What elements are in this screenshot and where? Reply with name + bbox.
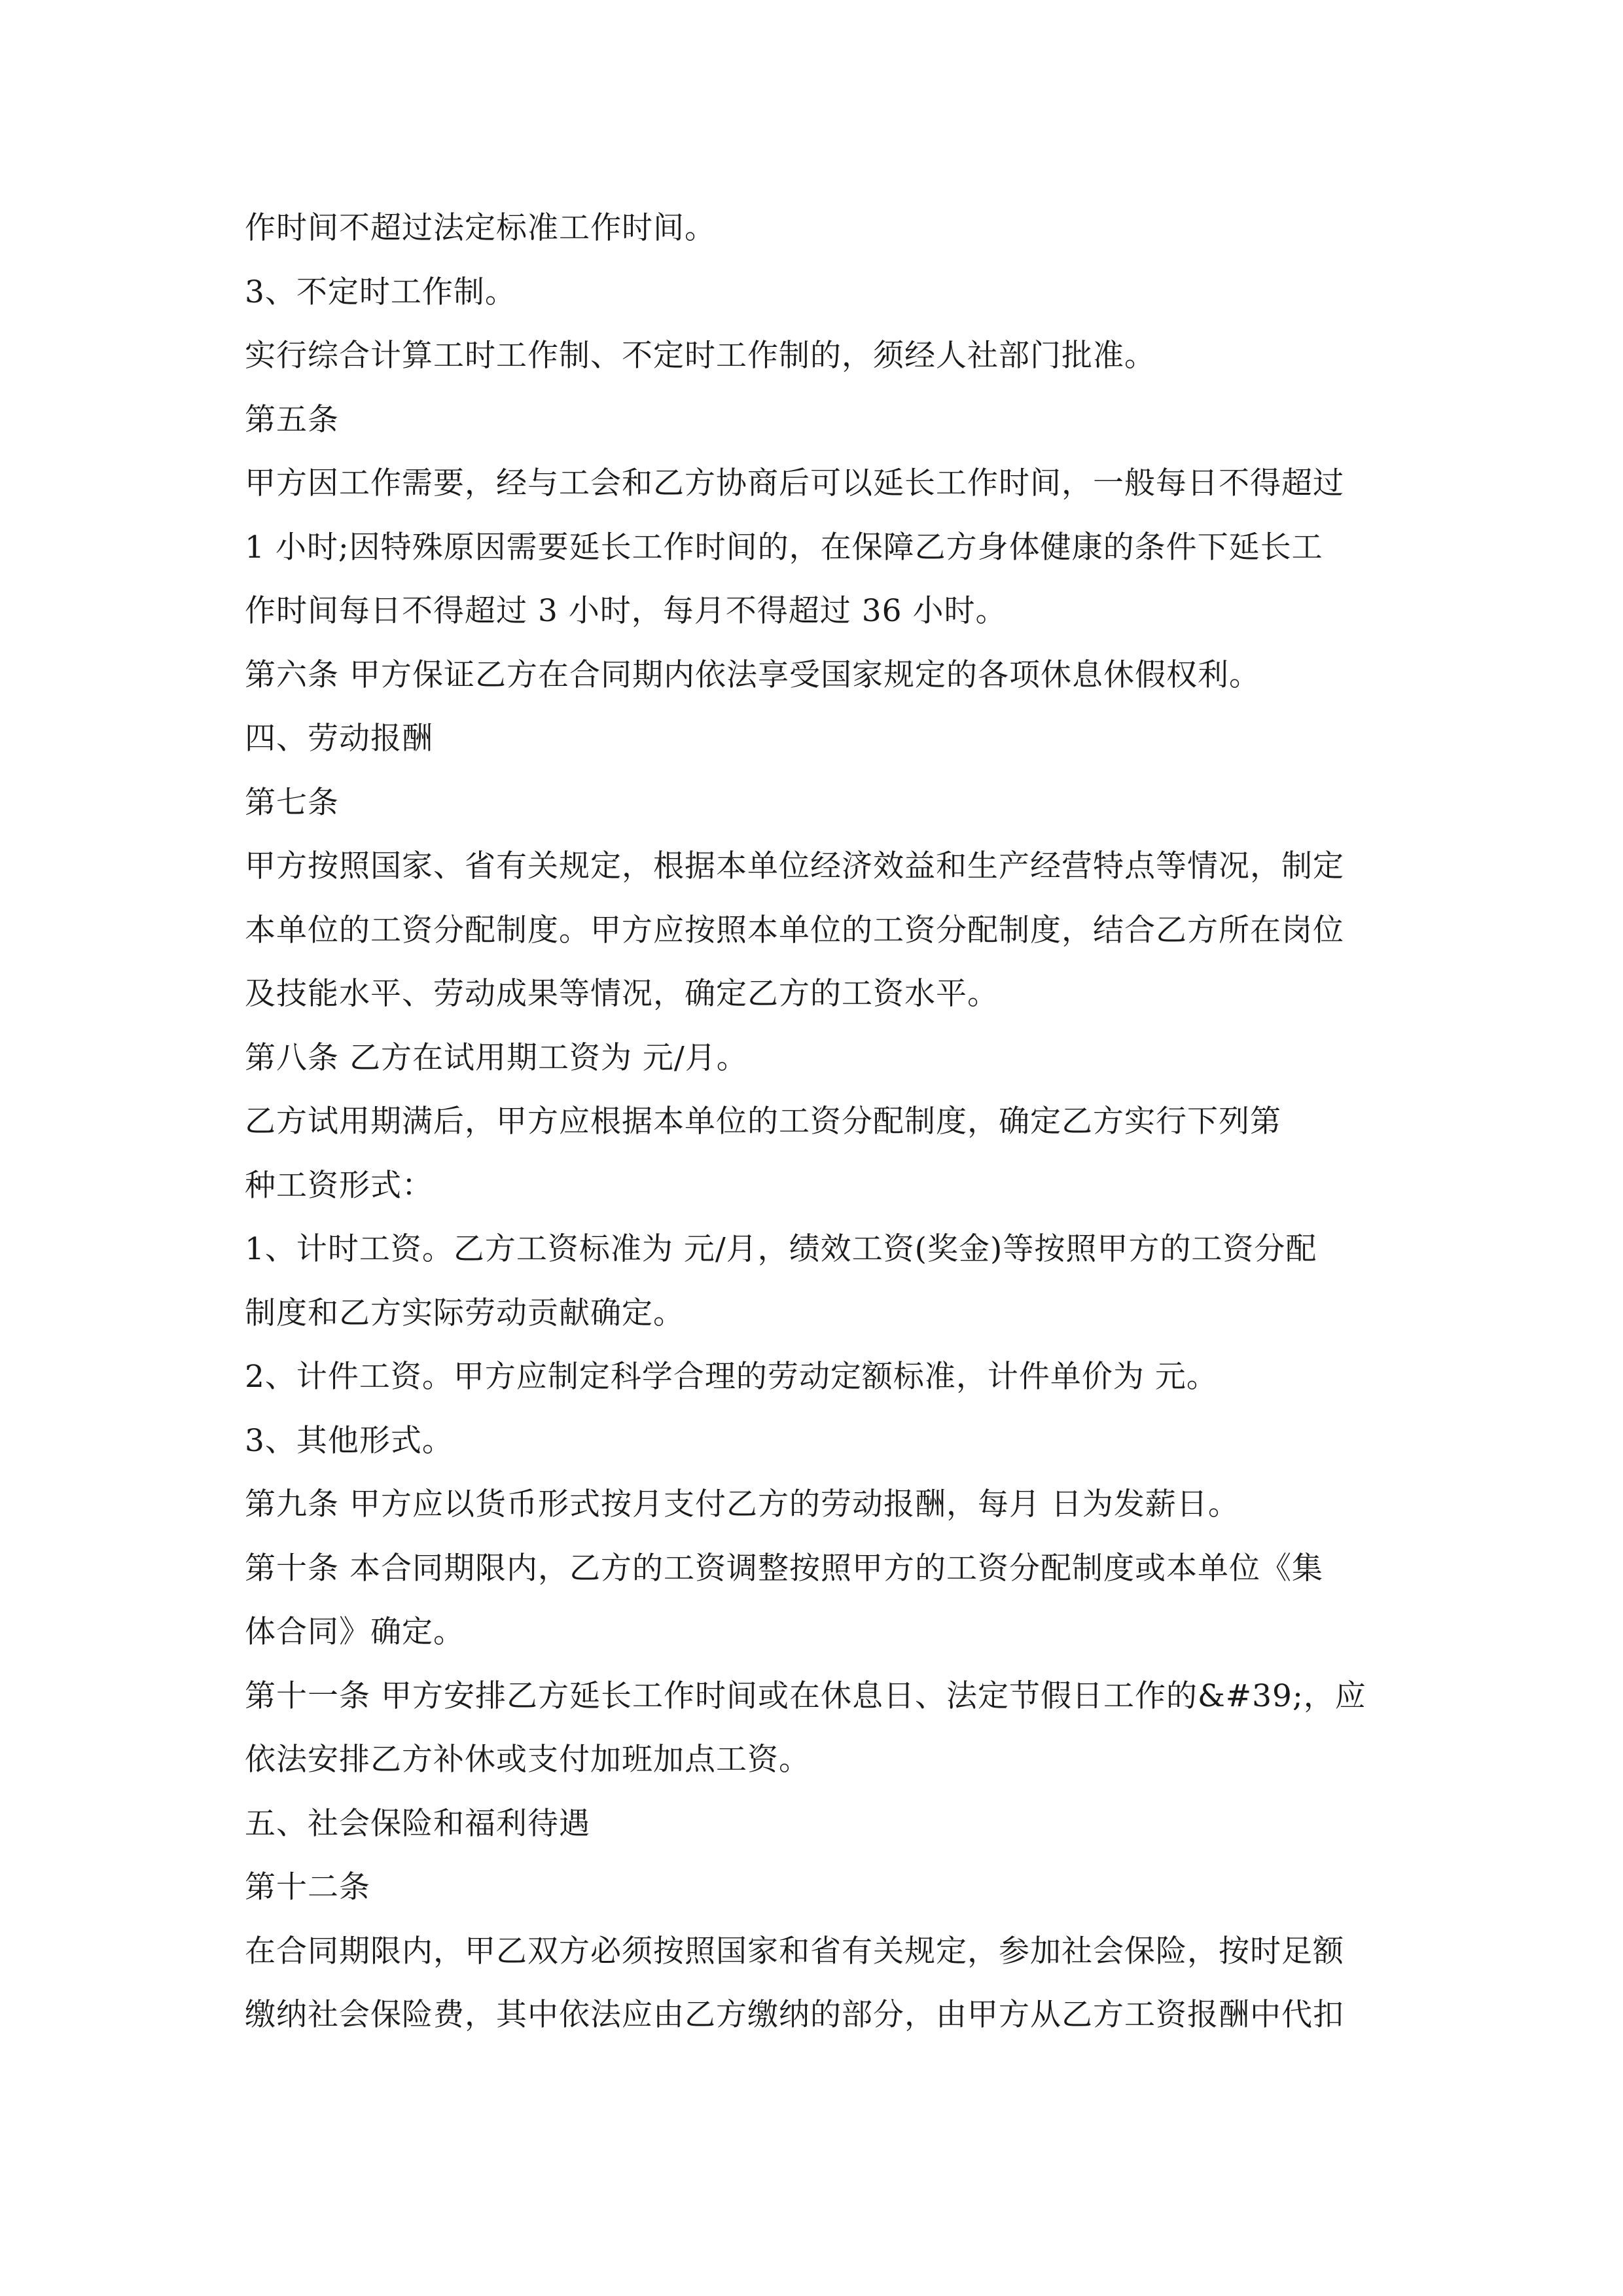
text-line: 作时间每日不得超过 3 小时，每月不得超过 36 小时。 (245, 593, 1007, 629)
text-line: 甲方因工作需要，经与工会和乙方协商后可以延长工作时间，一般每日不得超过 (245, 465, 1344, 501)
text-line: 制度和乙方实际劳动贡献确定。 (245, 1295, 685, 1331)
text-line: 1 小时;因特殊原因需要延长工作时间的，在保障乙方身体健康的条件下延长工 (245, 529, 1323, 565)
text-line: 1、计时工资。乙方工资标准为 元/月，绩效工资(奖金)等按照甲方的工资分配 (245, 1231, 1317, 1267)
text-line: 第九条 甲方应以货币形式按月支付乙方的劳动报酬，每月 日为发薪日。 (245, 1486, 1240, 1522)
text-line: 在合同期限内，甲乙双方必须按照国家和省有关规定，参加社会保险，按时足额 (245, 1933, 1344, 1969)
text-line: 3、其他形式。 (245, 1422, 454, 1459)
text-line: 本单位的工资分配制度。甲方应按照本单位的工资分配制度，结合乙方所在岗位 (245, 912, 1344, 948)
text-line: 乙方试用期满后，甲方应根据本单位的工资分配制度，确定乙方实行下列第 (245, 1103, 1281, 1139)
text-line: 依法安排乙方补休或支付加班加点工资。 (245, 1742, 810, 1778)
text-line: 及技能水平、劳动成果等情况，确定乙方的工资水平。 (245, 976, 999, 1012)
text-line: 第十一条 甲方安排乙方延长工作时间或在休息日、法定节假日工作的&#39;，应 (245, 1677, 1366, 1714)
section-heading: 第五条 (245, 401, 339, 438)
section-heading: 第十二条 (245, 1869, 370, 1905)
text-line: 种工资形式： (245, 1167, 433, 1204)
text-line: 体合同》确定。 (245, 1614, 465, 1650)
text-line: 第十条 本合同期限内，乙方的工资调整按照甲方的工资分配制度或本单位《集 (245, 1550, 1323, 1587)
text-line: 第六条 甲方保证乙方在合同期内依法享受国家规定的各项休息休假权利。 (245, 656, 1260, 693)
section-heading: 第七条 (245, 784, 339, 821)
text-line: 3、不定时工作制。 (245, 274, 516, 310)
text-line: 实行综合计算工时工作制、不定时工作制的，须经人社部门批准。 (245, 338, 1156, 374)
text-line: 2、计件工资。甲方应制定科学合理的劳动定额标准，计件单价为 元。 (245, 1359, 1218, 1395)
text-line: 作时间不超过法定标准工作时间。 (245, 210, 716, 246)
chapter-heading: 四、劳动报酬 (245, 721, 433, 757)
text-line: 缴纳社会保险费，其中依法应由乙方缴纳的部分，由甲方从乙方工资报酬中代扣 (245, 1997, 1344, 2033)
text-line: 第八条 乙方在试用期工资为 元/月。 (245, 1039, 748, 1076)
chapter-heading: 五、社会保险和福利待遇 (245, 1805, 590, 1842)
text-line: 甲方按照国家、省有关规定，根据本单位经济效益和生产经营特点等情况，制定 (245, 848, 1344, 884)
contract-text-block (245, 196, 1385, 2047)
